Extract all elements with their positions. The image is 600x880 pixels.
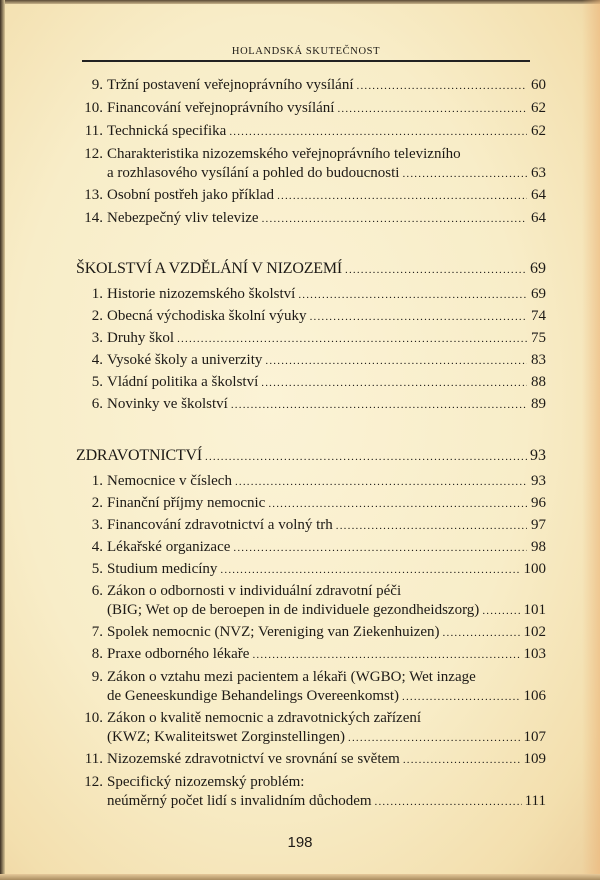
entry-title: Obecná východiska školní výuky [107, 308, 307, 324]
toc-entry[interactable] [76, 538, 546, 558]
entry-title: Nebezpečný vliv televize [107, 210, 259, 226]
leader-dots [277, 187, 527, 206]
entry-page: 64 [531, 210, 546, 226]
entry-page: 102 [523, 624, 546, 640]
leader-dots [345, 261, 527, 280]
entry-number: 12. [84, 774, 103, 790]
toc-entry[interactable] [76, 750, 546, 770]
entry-page: 69 [531, 286, 546, 302]
entry-number: 2. [91, 308, 103, 324]
page-number: 198 [287, 834, 313, 851]
leader-dots [402, 165, 527, 184]
entry-page: 103 [523, 646, 546, 662]
section-title: ZDRAVOTNICTVÍ [76, 447, 202, 464]
section-title: ŠKOLSTVÍ A VZDĚLÁNÍ V NIZOZEMÍ [76, 260, 342, 277]
leader-dots [337, 100, 527, 119]
toc-entry[interactable] [76, 773, 546, 812]
toc-entry[interactable] [76, 351, 546, 371]
toc-entry[interactable] [76, 122, 546, 142]
toc-entry[interactable] [76, 709, 546, 748]
entry-page: 60 [531, 77, 546, 93]
entry-title: Studium medicíny [107, 561, 218, 577]
section-heading-healthcare[interactable] [76, 446, 546, 467]
toc-entry[interactable] [76, 209, 546, 229]
entry-number: 10. [84, 100, 103, 116]
entry-title: Spolek nemocnic (NVZ; Vereniging van Ziekenhuizen) [107, 624, 440, 640]
entry-page: 109 [523, 751, 546, 767]
leader-dots [402, 688, 521, 707]
leader-dots [262, 210, 527, 229]
entry-title: Technická specifika [107, 123, 227, 139]
leader-dots [336, 517, 527, 536]
entry-page: 63 [531, 165, 546, 181]
entry-title: Zákon o odbornosti v individuální zdravotní péči [107, 583, 402, 599]
entry-title-continued: (BIG; Wet op de beroepen in de individuele gezondheidszorg) [107, 602, 480, 618]
entry-page: 100 [523, 561, 546, 577]
toc-entry[interactable] [76, 395, 546, 415]
entry-title: Zákon o kvalitě nemocnic a zdravotnických zařízení [107, 710, 422, 726]
entry-page: 93 [531, 473, 546, 489]
leader-dots [348, 729, 520, 748]
entry-title: Vysoké školy a univerzity [107, 352, 263, 368]
leader-dots [298, 286, 527, 305]
entry-number: 11. [84, 123, 103, 139]
entry-title: Historie nizozemského školství [107, 286, 296, 302]
leader-dots [261, 374, 527, 393]
leader-dots [229, 123, 527, 142]
header-rule [82, 60, 530, 62]
entry-page: 83 [531, 352, 546, 368]
entry-number: 13. [84, 187, 103, 203]
entry-page: 97 [531, 517, 546, 533]
toc-entry[interactable] [76, 668, 546, 707]
entry-page: 98 [531, 539, 546, 555]
entry-page: 64 [531, 187, 546, 203]
entry-title: Praxe odborného lékaře [107, 646, 250, 662]
entry-page: 75 [531, 330, 546, 346]
entry-title-continued: de Geneeskundige Behandelings Overeenkomst) [107, 688, 399, 704]
page-edge-bottom [0, 874, 600, 880]
entry-title: Vládní politika a školství [107, 374, 259, 390]
entry-number: 10. [84, 710, 103, 726]
entry-title-continued: a rozhlasového vysílání a pohled do budoucnosti [107, 165, 400, 181]
entry-title: Specifický nizozemský problém: [107, 774, 305, 790]
toc-entry[interactable] [76, 76, 546, 96]
entry-title: Financování zdravotnictví a volný trh [107, 517, 333, 533]
entry-page: 101 [523, 602, 546, 618]
entry-number: 12. [84, 146, 103, 162]
leader-dots [268, 495, 527, 514]
entry-number: 6. [91, 396, 103, 412]
section-heading-education[interactable] [76, 259, 546, 280]
entry-page: 107 [523, 729, 546, 745]
section-page: 93 [530, 447, 546, 464]
entry-number: 14. [84, 210, 103, 226]
entry-number: 5. [91, 374, 103, 390]
entry-number: 3. [91, 330, 103, 346]
toc-entry[interactable] [76, 494, 546, 514]
entry-title: Tržní postavení veřejnoprávního vysílání [107, 77, 354, 93]
toc-entry[interactable] [76, 99, 546, 119]
toc-entry[interactable] [76, 472, 546, 492]
entry-title: Zákon o vztahu mezi pacientem a lékaři (WGBO; Wet inzage [107, 669, 476, 685]
entry-page: 89 [531, 396, 546, 412]
entry-page: 96 [531, 495, 546, 511]
entry-number: 5. [91, 561, 103, 577]
leader-dots [231, 396, 527, 415]
leader-dots [482, 602, 520, 621]
page-edge-right [582, 0, 600, 880]
entry-number: 9. [91, 669, 103, 685]
entry-title-continued: (KWZ; Kwaliteitswet Zorginstellingen) [107, 729, 346, 745]
entry-title: Druhy škol [107, 330, 175, 346]
toc-entry[interactable] [76, 516, 546, 536]
entry-title: Nizozemské zdravotnictví ve srovnání se světem [107, 751, 400, 767]
leader-dots [252, 646, 520, 665]
entry-number: 7. [91, 624, 103, 640]
entry-number: 1. [91, 473, 103, 489]
toc-entry[interactable] [76, 373, 546, 393]
entry-title: Nemocnice v číslech [107, 473, 232, 489]
leader-dots [265, 352, 527, 371]
entry-title: Osobní postřeh jako příklad [107, 187, 275, 203]
toc-entry[interactable] [76, 582, 546, 621]
entry-title: Financování veřejnoprávního vysílání [107, 100, 335, 116]
leader-dots [375, 793, 522, 812]
entry-page: 74 [531, 308, 546, 324]
toc-entry[interactable] [76, 145, 546, 184]
toc-entry[interactable] [76, 307, 546, 327]
toc-entry[interactable] [76, 560, 546, 580]
entry-number: 8. [91, 646, 103, 662]
entry-page: 111 [524, 793, 546, 809]
entry-number: 4. [91, 539, 103, 555]
leader-dots [403, 751, 521, 770]
entry-title: Lékařské organizace [107, 539, 231, 555]
toc-entry[interactable] [76, 329, 546, 349]
leader-dots [357, 77, 528, 96]
entry-page: 62 [531, 123, 546, 139]
leader-dots [205, 448, 527, 467]
entry-title: Finanční příjmy nemocnic [107, 495, 266, 511]
toc-entry[interactable] [76, 285, 546, 305]
entry-number: 6. [91, 583, 103, 599]
entry-title: Novinky ve školství [107, 396, 228, 412]
entry-number: 11. [84, 751, 103, 767]
entry-number: 2. [91, 495, 103, 511]
entry-title: Charakteristika nizozemského veřejnoprávního televizního [107, 146, 461, 162]
page-edge-top [0, 0, 600, 4]
leader-dots [443, 624, 521, 643]
toc-entry[interactable] [76, 186, 546, 206]
leader-dots [177, 330, 527, 349]
leader-dots [310, 308, 527, 327]
leader-dots [220, 561, 520, 580]
toc-entry[interactable] [76, 645, 546, 665]
toc-entry[interactable] [76, 623, 546, 643]
running-head: HOLANDSKÁ SKUTEČNOST [231, 46, 381, 57]
entry-page: 88 [531, 374, 546, 390]
entry-number: 3. [91, 517, 103, 533]
page-edge-left [0, 0, 5, 880]
entry-number: 4. [91, 352, 103, 368]
section-page: 69 [530, 260, 546, 277]
entry-title-continued: neúměrný počet lidí s invalidním důchodem [107, 793, 372, 809]
entry-number: 1. [91, 286, 103, 302]
leader-dots [233, 539, 527, 558]
entry-number: 9. [91, 77, 103, 93]
leader-dots [235, 473, 527, 492]
entry-page: 62 [531, 100, 546, 116]
entry-page: 106 [523, 688, 546, 704]
